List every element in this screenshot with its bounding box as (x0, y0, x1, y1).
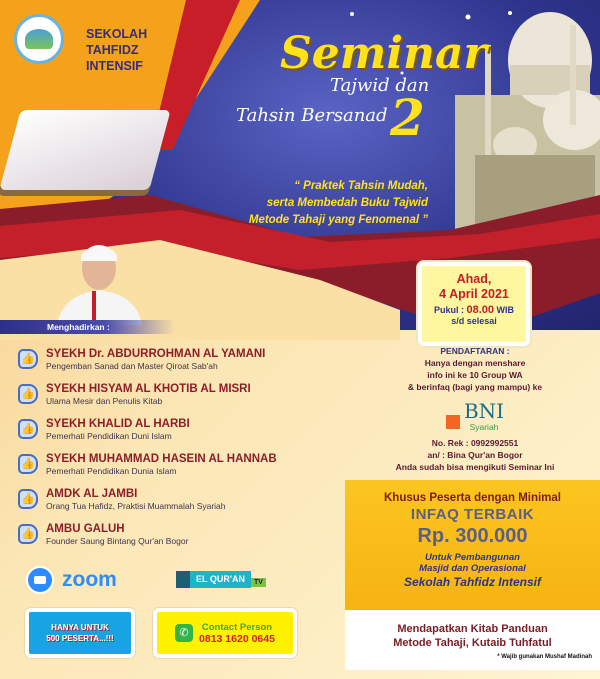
school-name-line: TAHFIDZ (86, 43, 139, 57)
school-logo (14, 14, 64, 64)
time-label: Pukul : (433, 305, 464, 315)
registration-note: Anda sudah bisa mengikuti Seminar Ini (395, 462, 555, 472)
tagline-line: Metode Tahaji yang Fenomenal ” (248, 214, 428, 226)
registration-line: & berinfaq (bagi yang mampu) ke (407, 382, 543, 392)
speaker-name: SYEKH KHALID AL HARBI (46, 418, 190, 430)
speaker-photo (52, 235, 147, 325)
registration-heading: PENDAFTARAN : (440, 346, 510, 356)
speaker-name: SYEKH Dr. ABDURROHMAN AL YAMANI (46, 348, 266, 360)
thumbs-up-icon: 👍 (18, 349, 38, 369)
bank-name: BNI (463, 399, 505, 423)
thumbs-up-icon: 👍 (18, 454, 38, 474)
speaker-item (18, 522, 348, 557)
participant-limit-badge (25, 608, 135, 658)
registration-info (370, 345, 580, 473)
tagline (200, 178, 428, 229)
title-tajwid: Tajwid dan (330, 75, 430, 96)
elquran-label: EL QUR'AN (190, 571, 251, 588)
title-seminar: Seminar (280, 28, 487, 79)
benefit-line: Mendapatkan Kitab Panduan (397, 623, 548, 635)
infaq-purpose: Sekolah Tahfidz Intensif (404, 575, 541, 589)
time-value: 08.00 (466, 304, 495, 316)
infaq-intro: Khusus Peserta dengan Minimal (383, 492, 561, 504)
speaker-item (18, 382, 348, 417)
infaq-amount: Rp. 300.000 (417, 525, 528, 547)
event-time (422, 304, 526, 316)
infaq-purpose: Masjid dan Operasional (419, 563, 526, 574)
speaker-name: AMDK AL JAMBI (46, 488, 138, 500)
speaker-item (18, 417, 348, 452)
zoom-wordmark: zoom (62, 568, 117, 591)
speaker-role: Orang Tua Hafidz, Praktisi Muammalah Syariah (46, 501, 226, 511)
bni-syariah-logo (370, 401, 580, 433)
elquran-tv-logo (176, 571, 266, 588)
speaker-name: AMBU GALUH (46, 523, 125, 535)
speaker-name: SYEKH HISYAM AL KHOTIB AL MISRI (46, 383, 251, 395)
thumbs-up-icon: 👍 (18, 489, 38, 509)
title-tahsin: Tahsin Bersanad (236, 105, 388, 126)
speaker-role: Pemerhati Pendidikan Duni Islam (46, 431, 172, 441)
school-name-line: SEKOLAH (86, 27, 148, 41)
limit-line: 500 PESERTA...!!! (46, 634, 114, 643)
account-number: No. Rek : 0992992551 (431, 438, 519, 448)
title-number: 2 (390, 88, 425, 147)
event-day: Ahad, (456, 272, 492, 286)
speaker-role: Founder Saung Bintang Qur'an Bogor (46, 536, 189, 546)
zoom-camera-icon (26, 566, 54, 594)
tagline-line: “ Praktek Tahsin Mudah, (294, 180, 428, 192)
speaker-list (18, 347, 348, 557)
tagline-line: serta Membedah Buku Tajwid (266, 197, 428, 209)
schedule-box (418, 262, 530, 346)
limit-line: HANYA UNTUK (51, 623, 109, 632)
speaker-item (18, 452, 348, 487)
contact-person-badge[interactable] (153, 608, 297, 658)
speaker-item (18, 347, 348, 382)
thumbs-up-icon: 👍 (18, 524, 38, 544)
registration-line: info ini ke 10 Group WA (427, 370, 523, 380)
benefit-footnote: * Wajib gunakan Mushaf Madinah (497, 654, 592, 660)
bni-mark-icon (446, 415, 460, 429)
account-name: an/ : Bina Qur'an Bogor (427, 450, 523, 460)
tv-label: TV (251, 578, 266, 587)
whatsapp-icon: ✆ (175, 624, 193, 642)
event-until: s/d selesai (451, 316, 497, 326)
thumbs-up-icon: 👍 (18, 384, 38, 404)
speaker-role: Pengemban Sanad dan Master Qiroat Sab'ah (46, 361, 218, 371)
school-name-line: INTENSIF (86, 59, 143, 73)
quran-book-image (0, 110, 171, 190)
presenting-label: Menghadirkan : (0, 320, 175, 334)
contact-phone[interactable]: 0813 1620 0645 (199, 632, 275, 645)
book-icon (176, 571, 190, 588)
infaq-purpose: Untuk Pembangunan (424, 552, 520, 563)
bank-sub: Syariah (469, 422, 499, 432)
speaker-name: SYEKH MUHAMMAD HASEIN AL HANNAB (46, 453, 277, 465)
benefit-line: Metode Tahaji, Kutaib Tuhfatul (393, 637, 552, 649)
speaker-item (18, 487, 348, 522)
speaker-role: Pemerhati Pendidikan Dunia Islam (46, 466, 177, 476)
contact-label: Contact Person (201, 621, 273, 633)
infaq-heading: INFAQ TERBAIK (410, 506, 535, 523)
thumbs-up-icon: 👍 (18, 419, 38, 439)
benefit-box (345, 610, 600, 670)
school-name (86, 26, 147, 74)
speaker-role: Ulama Mesir dan Penulis Kitab (46, 396, 163, 406)
event-date: 4 April 2021 (439, 287, 509, 301)
zoom-logo (26, 566, 117, 594)
registration-line: Hanya dengan menshare (424, 358, 526, 368)
infaq-box (345, 480, 600, 610)
timezone: WIB (496, 305, 515, 315)
